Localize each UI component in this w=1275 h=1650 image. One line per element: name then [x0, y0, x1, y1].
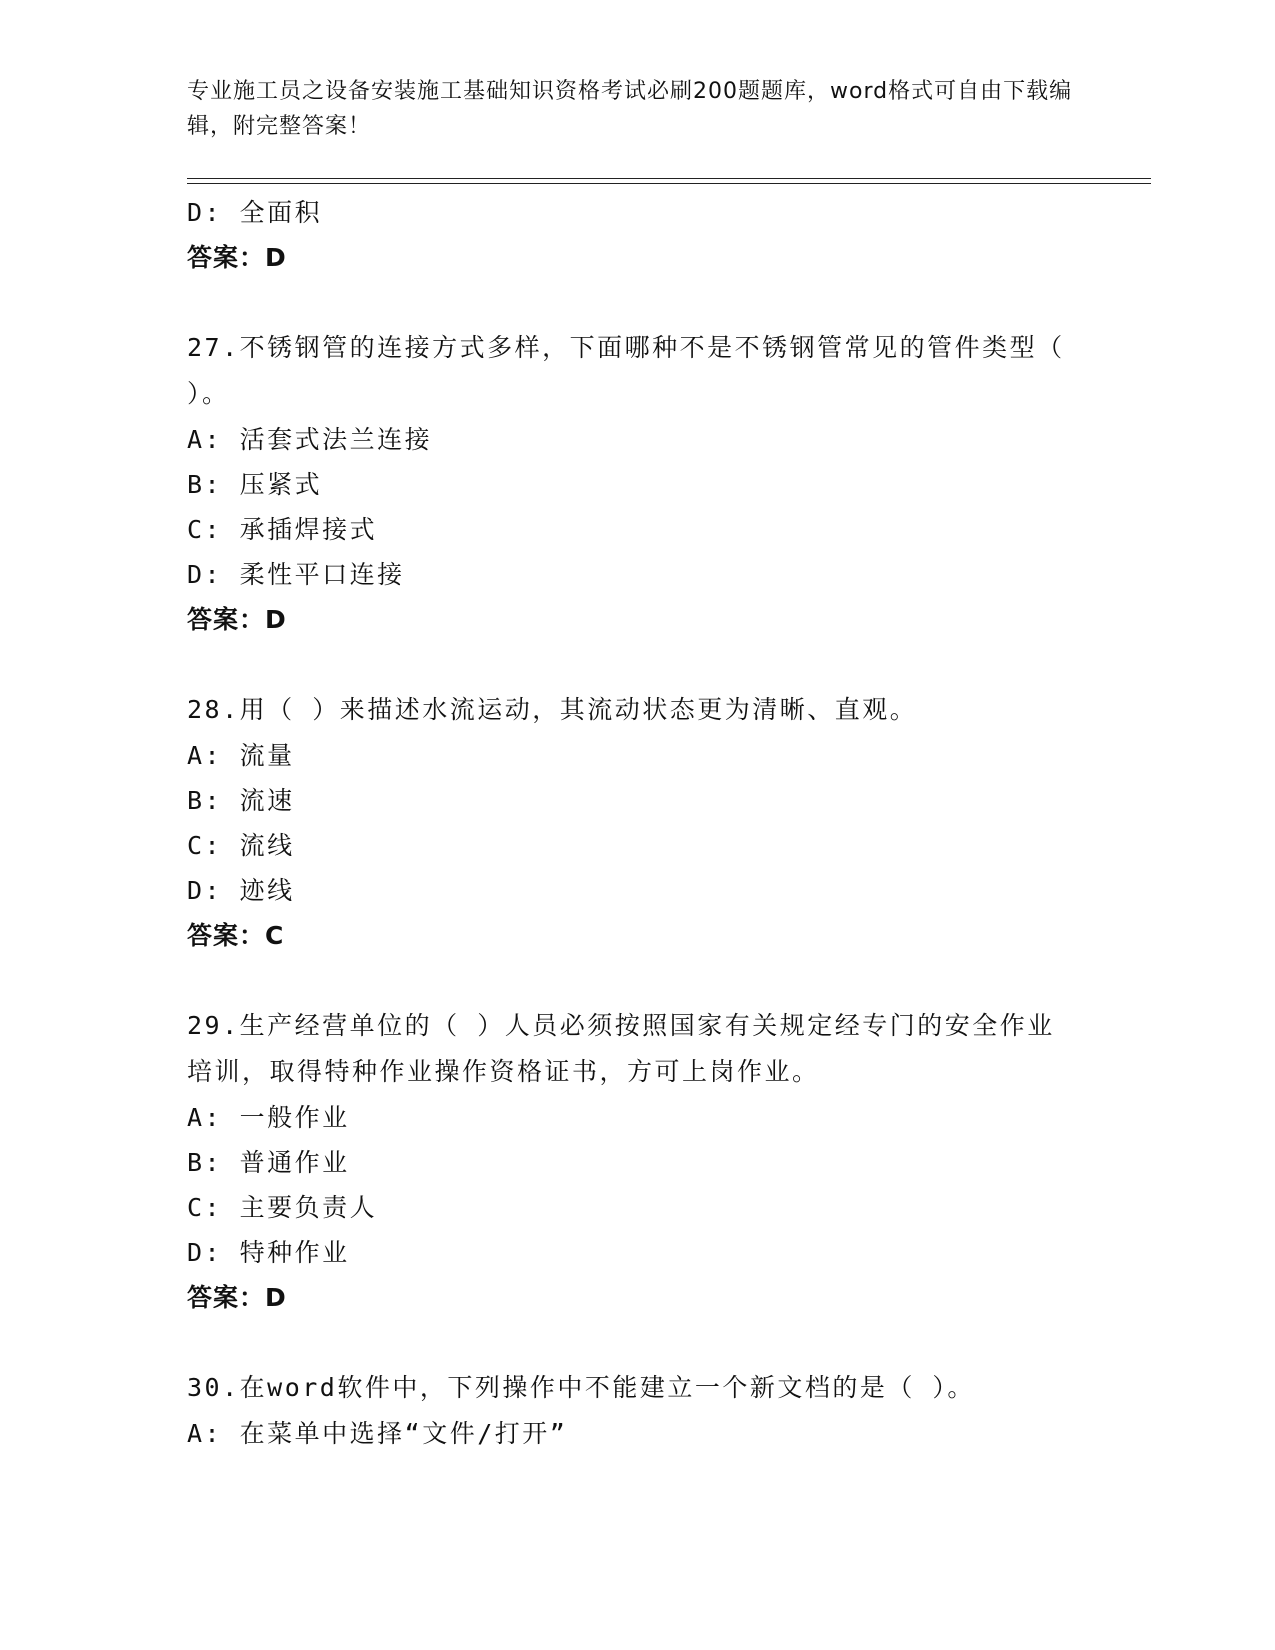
- question-item: [187, 1003, 1087, 1320]
- header-divider-top: [187, 178, 1151, 179]
- answer-line: 答案：C: [187, 921, 285, 950]
- option-b: B: 流速: [187, 786, 295, 815]
- answer-line: 答案：D: [187, 605, 287, 634]
- question-stem: 30.在word软件中，下列操作中不能建立一个新文档的是（ ）。: [187, 1373, 975, 1402]
- question-item: [187, 687, 1087, 958]
- option-a: A: 流量: [187, 741, 295, 770]
- option-b: B: 普通作业: [187, 1148, 350, 1177]
- option-a: A: 在菜单中选择“文件/打开”: [187, 1419, 568, 1448]
- option-d: D: 柔性平口连接: [187, 560, 405, 589]
- question-stem: 27.不锈钢管的连接方式多样，下面哪种不是不锈钢管常见的管件类型（ ）。: [187, 333, 1065, 408]
- answer-line: 答案：D: [187, 243, 287, 272]
- answer-line: 答案：D: [187, 1283, 287, 1312]
- question-item: [187, 1365, 1087, 1456]
- option-c: C: 承插焊接式: [187, 515, 378, 544]
- header-divider-bottom: [187, 183, 1151, 184]
- question-item: [187, 325, 1087, 642]
- option-b: B: 压紧式: [187, 470, 323, 499]
- option-c: C: 主要负责人: [187, 1193, 378, 1222]
- option-c: C: 流线: [187, 831, 295, 860]
- option-d: D: 迹线: [187, 876, 295, 905]
- document-header: 专业施工员之设备安装施工基础知识资格考试必刷200题题库，word格式可自由下载编辑，附完整答案！: [187, 79, 1073, 139]
- question-list: [187, 190, 1087, 1456]
- option-d: D: 全面积: [187, 198, 323, 227]
- question-fragment: [187, 190, 1087, 280]
- option-a: A: 活套式法兰连接: [187, 425, 433, 454]
- option-d: D: 特种作业: [187, 1238, 350, 1267]
- question-stem: 29.生产经营单位的（ ）人员必须按照国家有关规定经专门的安全作业培训，取得特种作业操作资格证书，方可上岗作业。: [187, 1011, 1055, 1086]
- question-stem: 28.用（ ）来描述水流运动，其流动状态更为清晰、直观。: [187, 695, 918, 724]
- option-a: A: 一般作业: [187, 1103, 350, 1132]
